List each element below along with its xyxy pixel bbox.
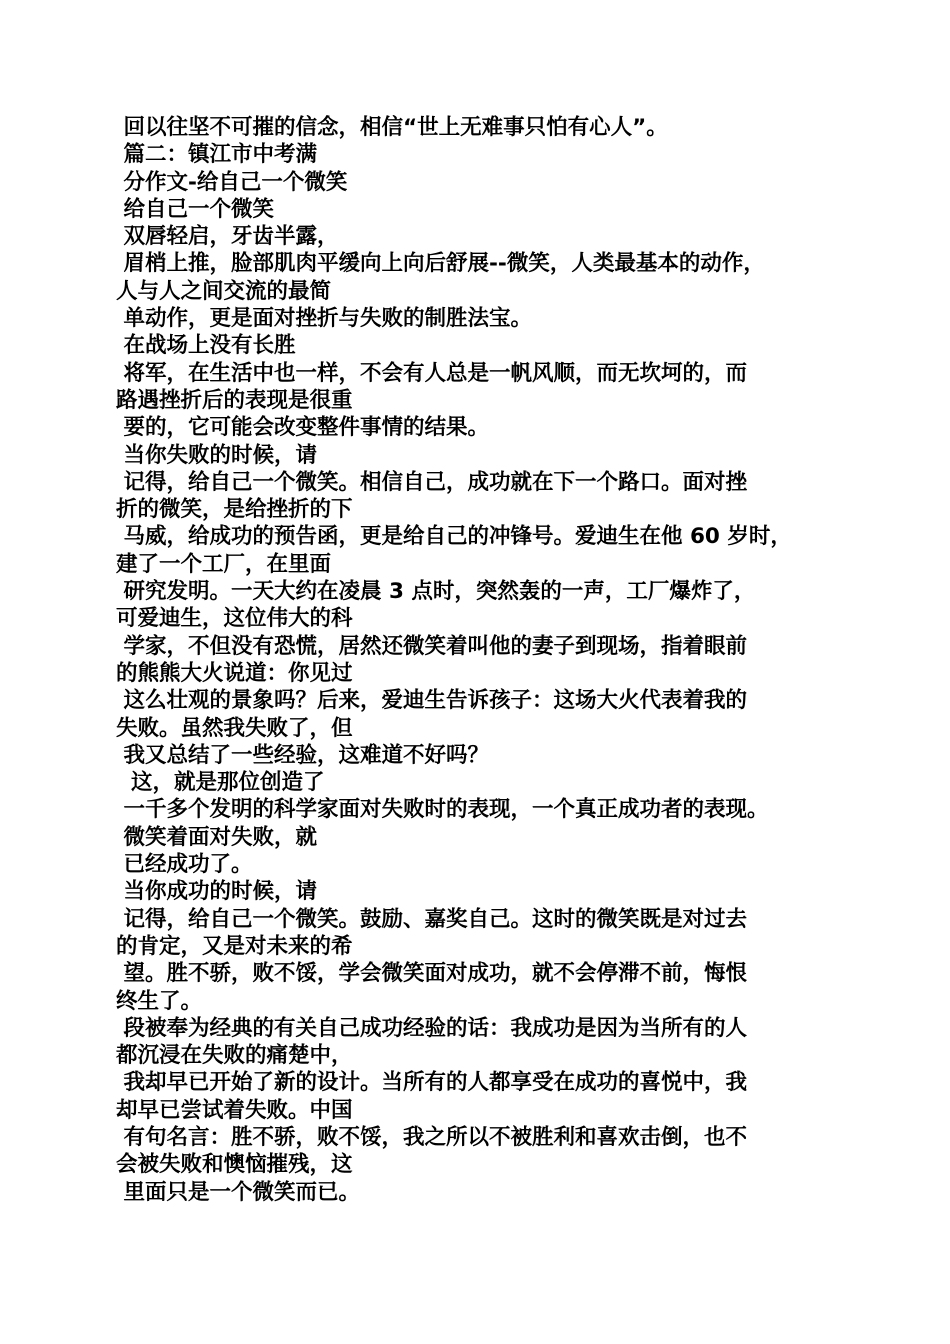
text-line: 微笑着面对失败，就 [116, 824, 317, 850]
text-line: 段被奉为经典的有关自己成功经验的话：我成功是因为当所有的人 [116, 1015, 747, 1041]
text-line: 研究发明。一天大约在凌晨 3 点时，突然轰的一声，工厂爆炸了， [116, 579, 756, 605]
text-line: 回以往坚不可摧的信念，相信“世上无难事只怕有心人”。 [116, 115, 668, 140]
text-line: 建了一个工厂，在里面 [116, 551, 332, 577]
text-line: 当你失败的时候，请 [116, 442, 317, 468]
text-line: 这么壮观的景象吗？后来，爱迪生告诉孩子：这场大火代表着我的 [116, 688, 747, 714]
text-line: 折的微笑，是给挫折的下 [116, 497, 353, 523]
text-line: 有句名言：胜不骄，败不馁，我之所以不被胜利和喜欢击倒，也不 [116, 1124, 747, 1150]
text-line: 给自己一个微笑 [116, 196, 274, 222]
text-line: 里面只是一个微笑而已。 [116, 1179, 360, 1205]
text-line: 一千多个发明的科学家面对失败时的表现，一个真正成功者的表现。 [116, 797, 769, 823]
text-line: 失败。虽然我失败了，但 [116, 715, 353, 741]
text-line: 记得，给自己一个微笑。鼓励、嘉奖自己。这时的微笑既是对过去 [116, 906, 747, 932]
text-line: 眉梢上推，脸部肌肉平缓向上向后舒展--微笑，人类最基本的动作， [116, 251, 765, 277]
text-line: 路遇挫折后的表现是很重 [116, 387, 353, 413]
text-line: 要的，它可能会改变整件事情的结果。 [116, 415, 489, 441]
text-line: 我却早已开始了新的设计。当所有的人都享受在成功的喜悦中，我 [116, 1070, 747, 1096]
text-line: 在战场上没有长胜 [116, 333, 296, 359]
text-line: 的熊熊大火说道：你见过 [116, 660, 353, 686]
text-line: 当你成功的时候，请 [116, 879, 317, 905]
text-line: 望。胜不骄，败不馁，学会微笑面对成功，就不会停滞不前，悔恨 [116, 961, 747, 987]
text-line: 单动作，更是面对挫折与失败的制胜法宝。 [116, 306, 532, 332]
text-line: 这，就是那位创造了 [116, 770, 325, 796]
text-line: 篇二：镇江市中考满 [116, 142, 317, 168]
text-line: 都沉浸在失败的痛楚中， [116, 1043, 353, 1069]
text-line: 已经成功了。 [116, 852, 253, 878]
document-page [116, 114, 846, 1206]
text-line: 却早已尝试着失败。中国 [116, 1097, 353, 1123]
text-line: 记得，给自己一个微笑。相信自己，成功就在下一个路口。面对挫 [116, 469, 747, 495]
text-line: 的肯定，又是对未来的希 [116, 933, 353, 959]
text-line: 双唇轻启，牙齿半露， [116, 224, 339, 250]
text-line: 人与人之间交流的最简 [116, 278, 332, 304]
text-line: 学家，不但没有恐慌，居然还微笑着叫他的妻子到现场，指着眼前 [116, 633, 747, 659]
text-line: 马威，给成功的预告函，更是给自己的冲锋号。爱迪生在他 60 岁时， [116, 524, 792, 550]
text-line: 分作文-给自己一个微笑 [116, 169, 348, 195]
text-line: 我又总结了一些经验，这难道不好吗？ [116, 742, 489, 768]
text-line: 将军，在生活中也一样，不会有人总是一帆风顺，而无坎坷的，而 [116, 360, 747, 386]
text-line: 会被失败和懊恼摧残，这 [116, 1152, 353, 1178]
text-line: 可爱迪生，这位伟大的科 [116, 606, 353, 632]
text-line: 终生了。 [116, 988, 203, 1014]
